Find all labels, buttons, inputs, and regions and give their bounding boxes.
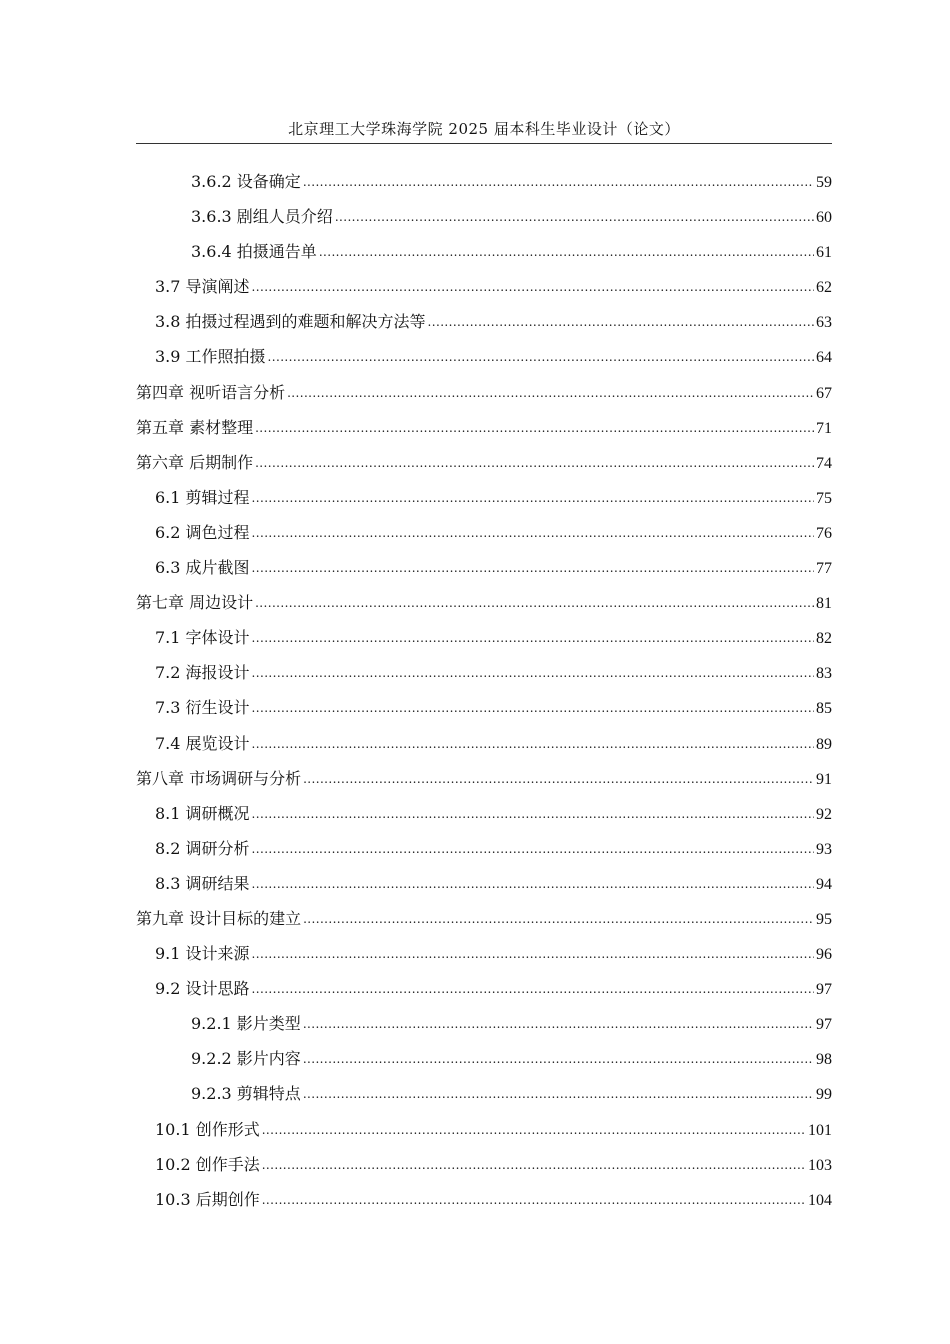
toc-dot-leader — [319, 233, 814, 270]
toc-entry-page-number: 61 — [816, 244, 832, 262]
toc-entry[interactable] — [136, 1076, 832, 1111]
toc-entry-title: 3.9 工作照拍摄 — [155, 347, 266, 367]
toc-dot-leader — [255, 584, 814, 621]
toc-dot-leader — [287, 374, 814, 411]
toc-entry-title: 第九章 设计目标的建立 — [136, 908, 302, 928]
toc-dot-leader — [252, 689, 814, 726]
toc-entry[interactable] — [136, 936, 832, 971]
table-of-contents — [136, 164, 832, 1217]
toc-entry-page-number: 60 — [816, 209, 832, 227]
toc-entry[interactable] — [136, 761, 832, 796]
toc-entry[interactable] — [136, 585, 832, 620]
toc-entry-title: 3.8 拍摄过程遇到的难题和解决方法等 — [155, 312, 426, 332]
toc-entry-title: 3.6.3 剧组人员介绍 — [191, 207, 333, 227]
toc-entry-page-number: 74 — [816, 454, 832, 472]
toc-entry[interactable] — [136, 339, 832, 374]
toc-entry-page-number: 59 — [816, 174, 832, 191]
toc-entry-title: 6.1 剪辑过程 — [155, 487, 250, 507]
toc-entry-page-number: 104 — [808, 1191, 832, 1209]
toc-entry-title: 7.4 展览设计 — [155, 733, 250, 753]
toc-entry-page-number: 97 — [816, 981, 832, 999]
toc-dot-leader — [303, 1040, 814, 1077]
toc-entry-page-number: 103 — [808, 1156, 832, 1174]
toc-entry[interactable] — [136, 1112, 832, 1147]
toc-entry-title: 10.3 后期创作 — [155, 1189, 260, 1209]
toc-entry-page-number: 83 — [816, 665, 832, 683]
toc-entry-title: 10.1 创作形式 — [155, 1119, 260, 1139]
toc-entry[interactable] — [136, 269, 832, 304]
toc-entry-page-number: 63 — [816, 314, 832, 332]
toc-entry-page-number: 94 — [816, 875, 832, 893]
toc-entry-title: 第七章 周边设计 — [136, 593, 254, 613]
toc-entry-page-number: 97 — [816, 1016, 832, 1034]
toc-dot-leader — [252, 865, 814, 902]
toc-entry[interactable] — [136, 1006, 832, 1041]
toc-entry[interactable] — [136, 304, 832, 339]
toc-entry-title: 7.2 海报设计 — [155, 663, 250, 683]
toc-dot-leader — [252, 619, 814, 656]
toc-entry-page-number: 101 — [808, 1121, 832, 1139]
toc-entry-page-number: 93 — [816, 840, 832, 858]
toc-dot-leader — [252, 479, 814, 516]
toc-entry[interactable] — [136, 620, 832, 655]
toc-entry-page-number: 91 — [816, 770, 832, 788]
toc-dot-leader — [268, 338, 814, 375]
toc-entry-page-number: 96 — [816, 946, 832, 964]
toc-entry-title: 7.3 衍生设计 — [155, 698, 250, 718]
toc-entry[interactable] — [136, 726, 832, 761]
toc-entry-title: 7.1 字体设计 — [155, 628, 250, 648]
toc-dot-leader — [262, 1111, 806, 1148]
toc-entry-page-number: 64 — [816, 349, 832, 367]
header-rule — [136, 143, 832, 144]
toc-entry-page-number: 62 — [816, 279, 832, 297]
toc-entry[interactable] — [136, 796, 832, 831]
toc-entry[interactable] — [136, 515, 832, 550]
toc-dot-leader — [303, 1005, 814, 1042]
toc-entry[interactable] — [136, 901, 832, 936]
toc-dot-leader — [252, 935, 814, 972]
toc-entry-page-number: 76 — [816, 524, 832, 542]
toc-entry-title: 6.2 调色过程 — [155, 522, 250, 542]
toc-entry[interactable] — [136, 655, 832, 690]
toc-dot-leader — [255, 444, 814, 481]
toc-entry-title: 9.2.1 影片类型 — [191, 1014, 301, 1034]
toc-entry[interactable] — [136, 1182, 832, 1217]
toc-dot-leader — [428, 303, 814, 340]
toc-entry-page-number: 82 — [816, 630, 832, 648]
toc-dot-leader — [252, 795, 814, 832]
toc-dot-leader — [303, 163, 814, 200]
toc-entry-page-number: 75 — [816, 489, 832, 507]
toc-dot-leader — [252, 725, 814, 762]
toc-entry-page-number: 71 — [816, 419, 832, 437]
toc-entry[interactable] — [136, 1041, 832, 1076]
toc-entry-title: 第五章 素材整理 — [136, 417, 254, 437]
toc-entry[interactable] — [136, 1147, 832, 1182]
toc-entry-page-number: 98 — [816, 1051, 832, 1069]
toc-dot-leader — [303, 760, 814, 797]
toc-entry-title: 6.3 成片截图 — [155, 558, 250, 578]
toc-entry-page-number: 92 — [816, 805, 832, 823]
toc-entry[interactable] — [136, 690, 832, 725]
toc-entry[interactable] — [136, 234, 832, 269]
toc-entry-page-number: 95 — [816, 910, 832, 928]
toc-entry[interactable] — [136, 410, 832, 445]
toc-entry-title: 第八章 市场调研与分析 — [136, 768, 302, 788]
toc-dot-leader — [255, 409, 814, 446]
toc-dot-leader — [303, 1075, 814, 1112]
toc-entry-title: 3.7 导演阐述 — [155, 277, 250, 297]
toc-entry-title: 9.1 设计来源 — [155, 944, 250, 964]
toc-entry-page-number: 77 — [816, 560, 832, 578]
toc-entry-title: 3.6.2 设备确定 — [191, 172, 301, 191]
toc-dot-leader — [262, 1181, 806, 1218]
toc-dot-leader — [252, 654, 814, 691]
toc-entry-page-number: 81 — [816, 595, 832, 613]
toc-entry[interactable] — [136, 164, 832, 199]
toc-entry-title: 9.2.2 影片内容 — [191, 1049, 301, 1069]
toc-entry-title: 9.2 设计思路 — [155, 979, 250, 999]
toc-entry-title: 8.1 调研概况 — [155, 803, 250, 823]
toc-entry[interactable] — [136, 445, 832, 480]
toc-entry-title: 第六章 后期制作 — [136, 452, 254, 472]
toc-entry-page-number: 85 — [816, 700, 832, 718]
toc-entry[interactable] — [136, 971, 832, 1006]
toc-entry[interactable] — [136, 375, 832, 410]
toc-entry[interactable] — [136, 866, 832, 901]
toc-dot-leader — [252, 830, 814, 867]
toc-dot-leader — [252, 268, 814, 305]
toc-entry-title: 9.2.3 剪辑特点 — [191, 1084, 301, 1104]
running-header: 北京理工大学珠海学院 2025 届本科生毕业设计（论文） — [288, 120, 680, 138]
toc-dot-leader — [262, 1146, 806, 1183]
toc-entry-page-number: 67 — [816, 384, 832, 402]
toc-entry-title: 第四章 视听语言分析 — [136, 382, 286, 402]
toc-entry-page-number: 89 — [816, 735, 832, 753]
toc-entry[interactable] — [136, 480, 832, 515]
toc-dot-leader — [335, 198, 814, 235]
toc-dot-leader — [252, 514, 814, 551]
toc-entry-title: 10.2 创作手法 — [155, 1154, 260, 1174]
toc-entry[interactable] — [136, 831, 832, 866]
toc-entry-page-number: 99 — [816, 1086, 832, 1104]
toc-dot-leader — [252, 549, 814, 586]
toc-dot-leader — [252, 970, 814, 1007]
toc-entry[interactable] — [136, 550, 832, 585]
toc-entry-title: 8.3 调研结果 — [155, 873, 250, 893]
toc-entry[interactable] — [136, 199, 832, 234]
toc-dot-leader — [303, 900, 814, 937]
toc-entry-title: 3.6.4 拍摄通告单 — [191, 242, 317, 262]
toc-entry-title: 8.2 调研分析 — [155, 838, 250, 858]
